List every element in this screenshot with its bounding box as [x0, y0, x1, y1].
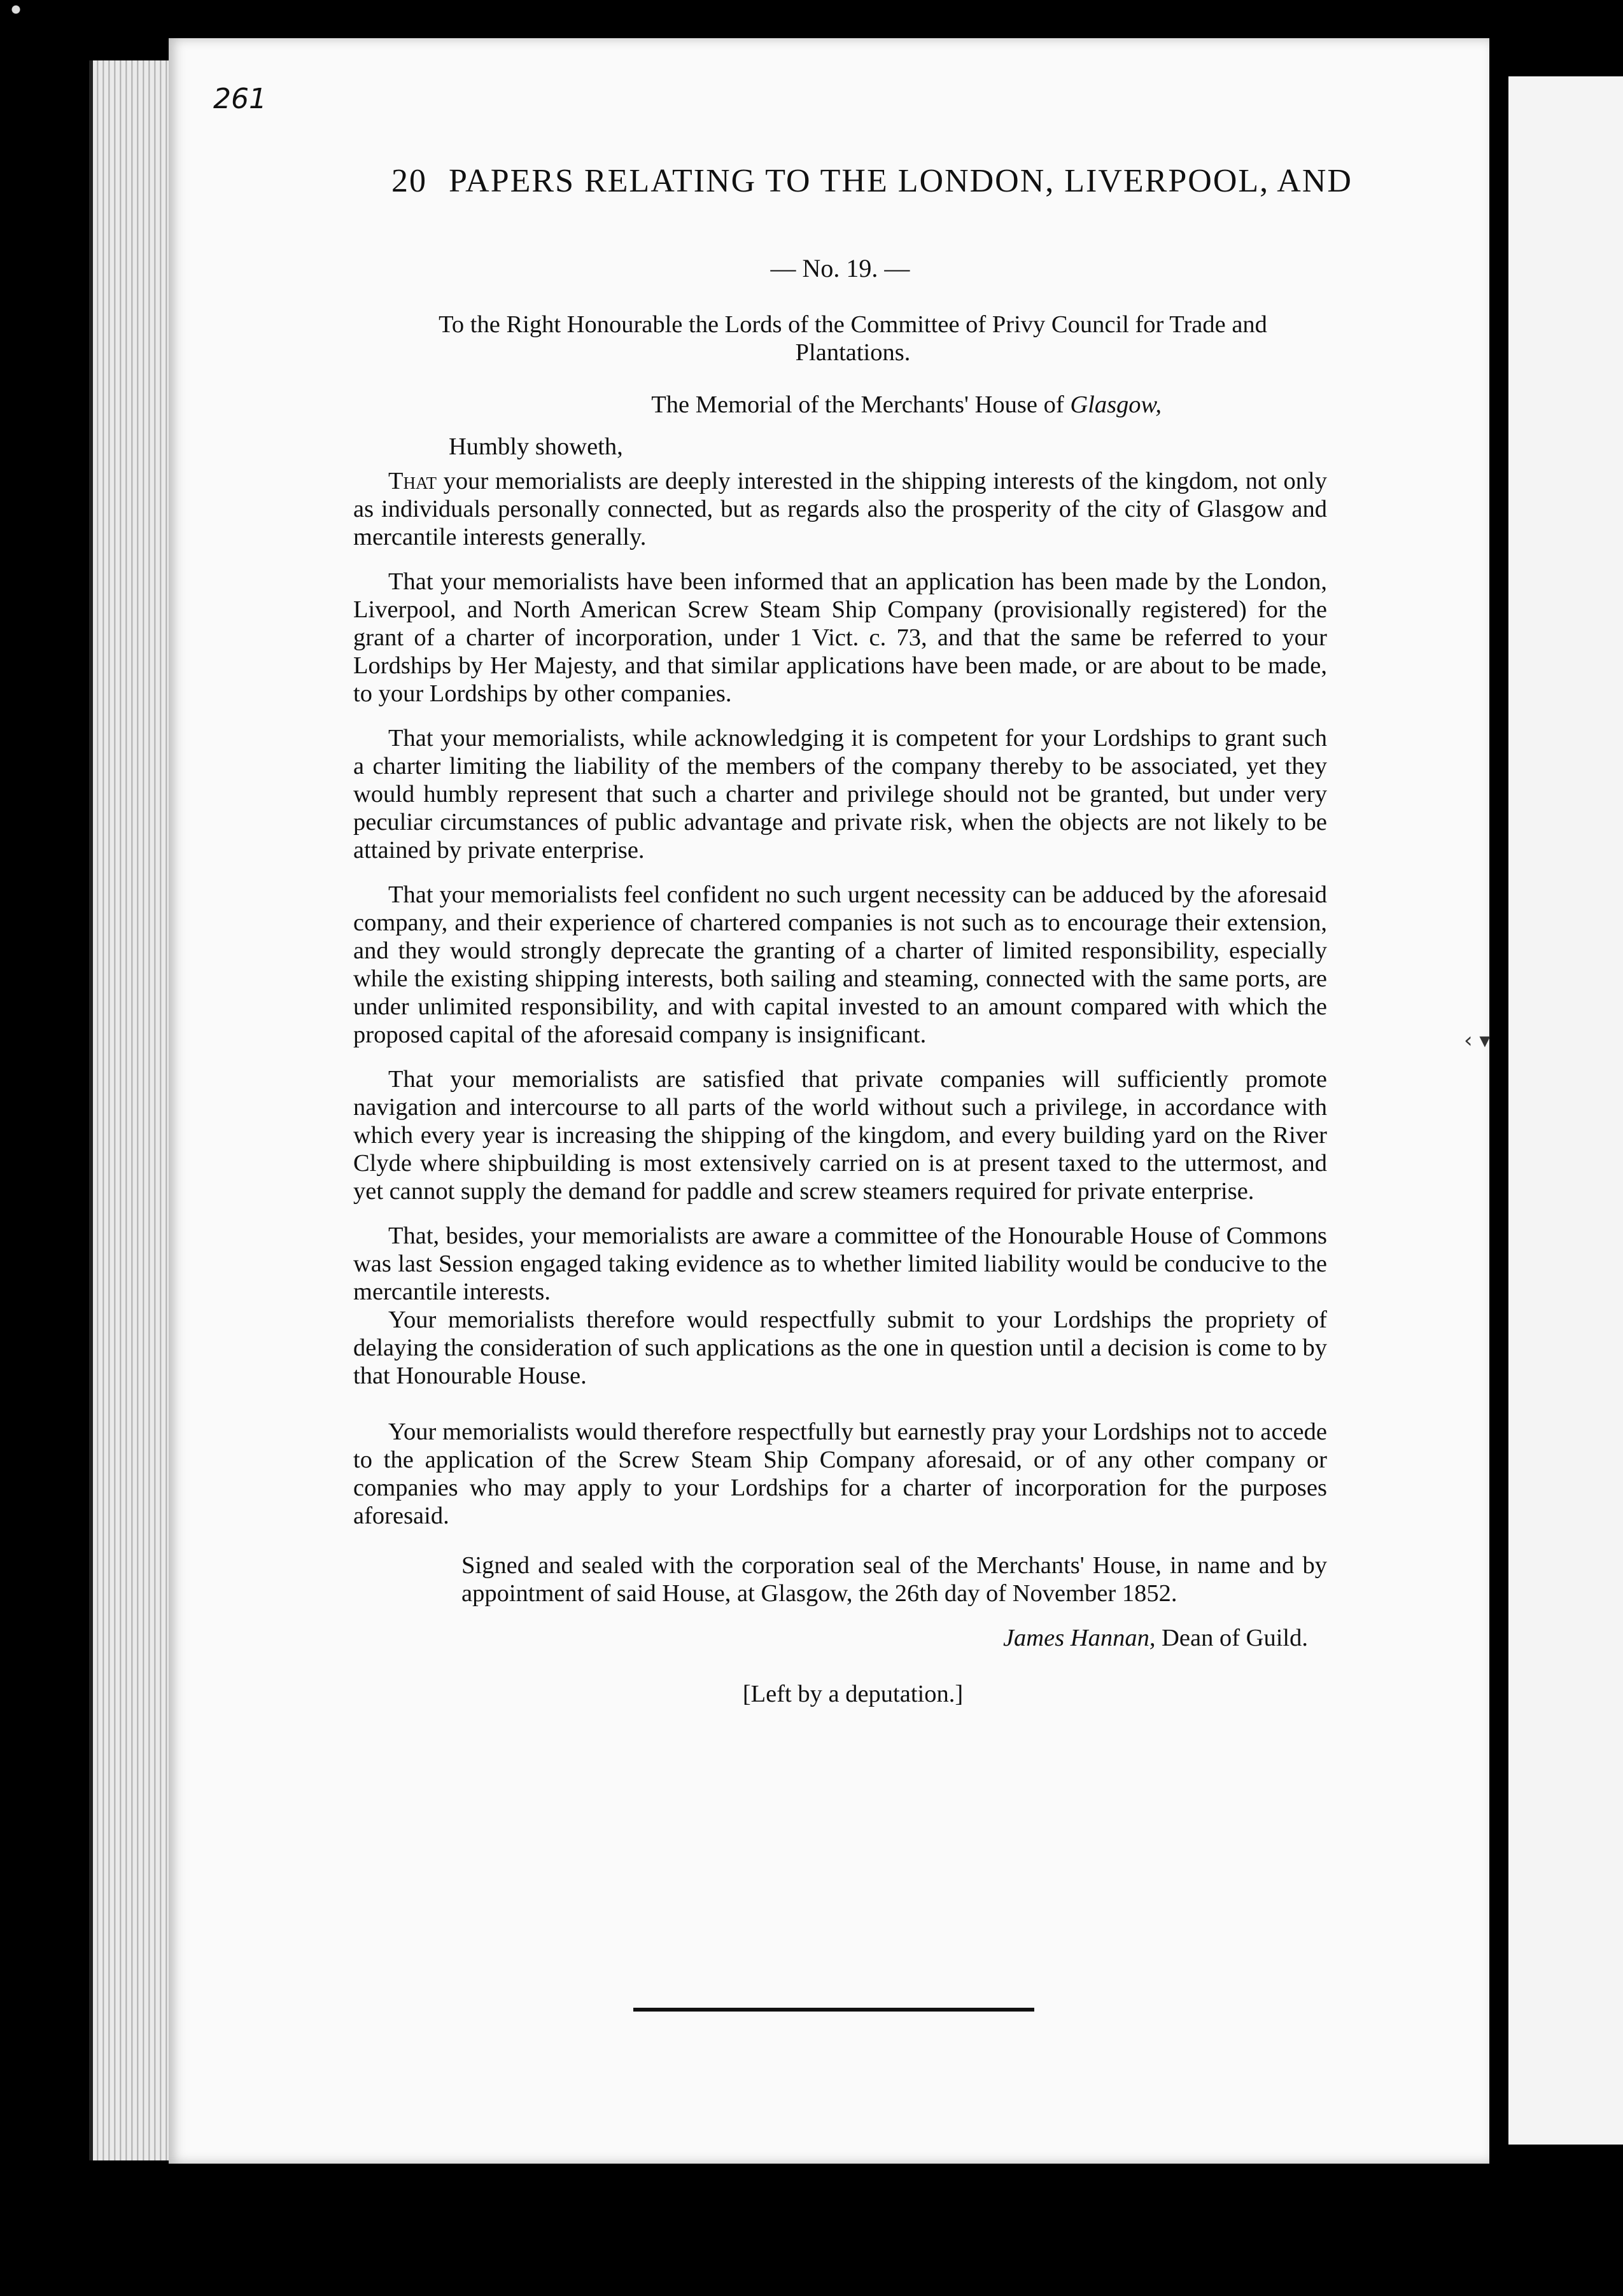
page-number: 20: [391, 163, 427, 199]
memorial-heading-place: Glasgow,: [1070, 391, 1162, 418]
paragraph: That, besides, your memorialists are aware a committee of the Honourable House of Commons was last Session engaged taking evidence as to whether limited liability would be conducive to the mercantile interests.: [353, 1222, 1327, 1305]
left-by-note: [Left by a deputation.]: [742, 1681, 964, 1707]
signatory-name: James Hannan,: [1002, 1625, 1156, 1651]
address-line: To the Right Honourable the Lords of the Committee of Privy Council for Trade and Plantations.: [439, 311, 1267, 366]
paragraph-text: your memorialists are deeply interested in the shipping interests of the kingdom, not only as individuals personally connected, but as regards also the prosperity of the city of Glasgow and mercantile interests generally.: [353, 468, 1327, 550]
scan-speck: [0, 0, 32, 19]
paragraph: That your memorialists feel confident no such urgent necessity can be adduced by the aforesaid company, and their experience of chartered companies is not such as to encourage their extension, and they would strongly deprecate the granting of a charter of limited responsibility, especially while the existing shipping interests, both sailing and steaming, connected with the same ports, are under unlimited responsibility, and with capital invested to an amount compared with which the proposed capital of the aforesaid company is insignificant.: [353, 881, 1327, 1048]
memorial-heading: [353, 391, 1327, 419]
paragraph: That your memorialists have been informed that an application has been made by the London, Liverpool, and North American Screw Steam Ship Company (provisionally registered) for the grant of a charter of incorporation, under 1 Vict. c. 73, and that the same be referred to your Lordships by Her Majesty, and that similar applications have been made, or are about to be made, to your Lordships by other companies.: [353, 568, 1327, 707]
paragraph-lead-word: That: [388, 468, 437, 494]
facing-page-edge: [1508, 76, 1623, 2145]
manuscript-folio-mark: 261: [213, 83, 267, 115]
signature-line: [353, 1624, 1308, 1652]
running-head: [391, 162, 1384, 200]
salutation: Humbly showeth,: [449, 433, 623, 460]
document-number: — No. 19. —: [770, 254, 910, 283]
memorial-heading-text: The Memorial of the Merchants' House of: [651, 391, 1071, 418]
paragraph: Your memorialists would therefore respectfully but earnestly pray your Lordships not to accede to the application of the Screw Steam Ship Company aforesaid, or of any other company or companies who may apply to your Lordships for a charter of incorporation for the purposes aforesaid.: [353, 1418, 1327, 1529]
signatory-title: Dean of Guild.: [1155, 1625, 1308, 1651]
paragraph: Your memorialists therefore would respectfully submit to your Lordships the propriety of delaying the consideration of such applications as the one in question until a decision is come to by that Honourable House.: [353, 1306, 1327, 1389]
signed-sealed-statement: Signed and sealed with the corporation seal of the Merchants' House, in name and by appointment of said House, at Glasgow, the 26th day of November 1852.: [461, 1552, 1327, 1607]
paragraph: That your memorialists, while acknowledging it is competent for your Lordships to grant such a charter limiting the liability of the members of the company thereby to be associated, yet they would humbly represent that such a charter and privilege should not be granted, but under very peculiar circumstances of public advantage and private risk, when the objects are not likely to be attained by private enterprise.: [353, 725, 1327, 864]
paragraph: That your memorialists are satisfied that private companies will sufficiently promote navigation and intercourse to all parts of the world without such a privilege, in accordance with which every year is increasing the shipping of the kingdom, and every building yard on the River Clyde where shipbuilding is most extensively carried on is at present taxed to the uttermost, and yet cannot supply the demand for paddle and screw steamers required for private enterprise.: [353, 1066, 1327, 1205]
running-head-title: PAPERS RELATING TO THE LONDON, LIVERPOOL, AND: [449, 163, 1352, 199]
edge-marks: ‹ ▾: [1464, 1028, 1491, 1053]
paragraph: [353, 467, 1327, 551]
book-page-edges: [89, 60, 176, 2160]
document-body: [353, 255, 1327, 1708]
closing-rule: [633, 2008, 1034, 2012]
